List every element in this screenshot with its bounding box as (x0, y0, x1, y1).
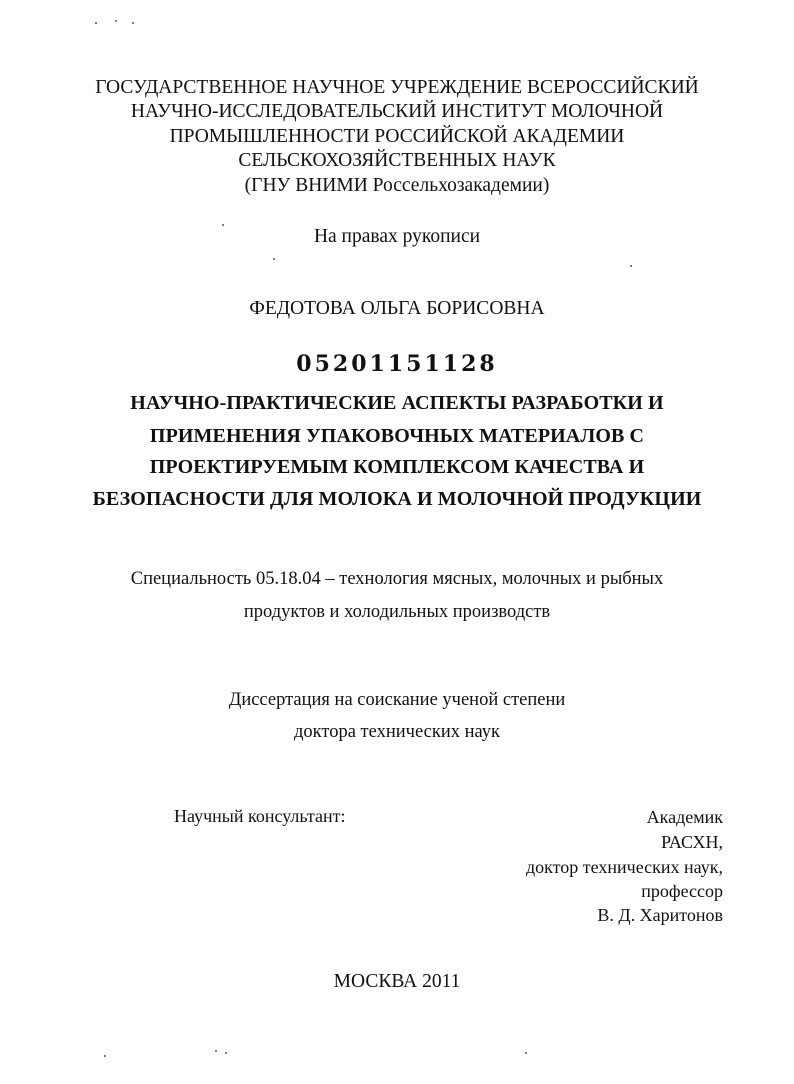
institution-line: ГОСУДАРСТВЕННОЕ НАУЧНОЕ УЧРЕЖДЕНИЕ ВСЕРОССИЙСКИЙ (95, 77, 699, 98)
registration-number: 05201151128 (296, 351, 498, 377)
speck (222, 224, 224, 226)
author-name: ФЕДОТОВА ОЛЬГА БОРИСОВНА (249, 298, 545, 319)
speck (132, 22, 134, 24)
title-line: БЕЗОПАСНОСТИ ДЛЯ МОЛОКА И МОЛОЧНОЙ ПРОДУКЦИИ (92, 488, 702, 510)
degree-line: доктора технических наук (293, 722, 501, 742)
consultant-line: профессор (641, 881, 723, 901)
speck (115, 20, 117, 22)
institution-line: (ГНУ ВНИМИ Россельхозакадемии) (244, 175, 550, 196)
title-line: ПРОЕКТИРУЕМЫМ КОМПЛЕКСОМ КАЧЕСТВА И (149, 456, 645, 478)
consultant-label: Научный консультант: (174, 806, 346, 826)
institution-line: НАУЧНО-ИССЛЕДОВАТЕЛЬСКИЙ ИНСТИТУТ МОЛОЧНОЙ (130, 101, 664, 122)
title-line: ПРИМЕНЕНИЯ УПАКОВОЧНЫХ МАТЕРИАЛОВ С (149, 425, 645, 447)
manuscript-note: На правах рукописи (313, 226, 481, 247)
speck (95, 22, 97, 24)
specialty-line: продуктов и холодильных производств (243, 602, 551, 622)
consultant-line: РАСХН, (661, 832, 723, 852)
speck (273, 258, 275, 260)
title-line: НАУЧНО-ПРАКТИЧЕСКИЕ АСПЕКТЫ РАЗРАБОТКИ И (130, 392, 664, 414)
consultant-line: доктор технических наук, (526, 857, 723, 877)
speck (215, 1050, 217, 1052)
speck (104, 1055, 106, 1057)
institution-line: ПРОМЫШЛЕННОСТИ РОССИЙСКОЙ АКАДЕМИИ (169, 126, 625, 147)
consultant-line: Академик (646, 807, 723, 827)
specialty-line: Специальность 05.18.04 – технология мясных, молочных и рыбных (130, 569, 664, 589)
city-year: МОСКВА 2011 (333, 971, 461, 992)
speck (525, 1052, 527, 1054)
speck (225, 1052, 227, 1054)
degree-line: Диссертация на соискание ученой степени (228, 690, 566, 710)
consultant-line: В. Д. Харитонов (597, 905, 723, 925)
speck (630, 265, 632, 267)
institution-line: СЕЛЬСКОХОЗЯЙСТВЕННЫХ НАУК (238, 150, 556, 171)
